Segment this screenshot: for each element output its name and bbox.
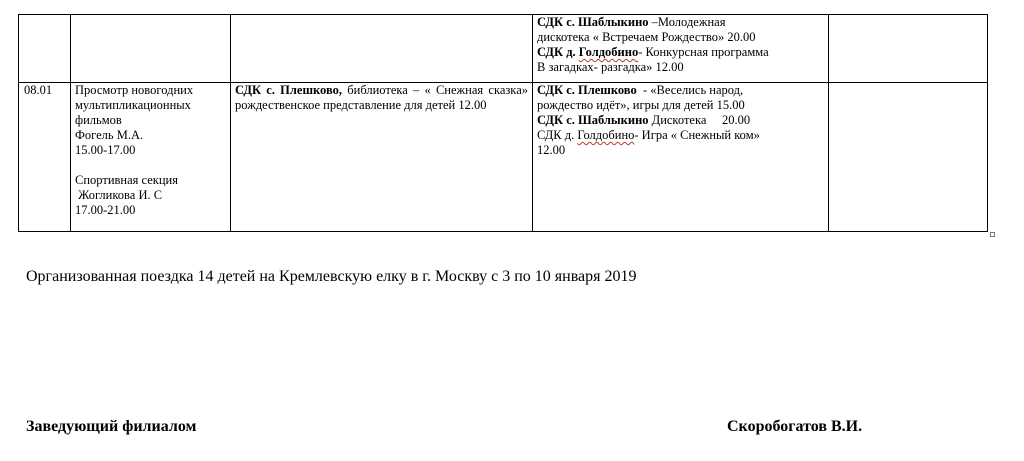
text-line: В загадках- разгадка» 12.00	[537, 60, 684, 74]
schedule-table	[18, 14, 988, 232]
event-cell	[231, 83, 533, 232]
venue-name: СДК с. Шаблыкино	[537, 15, 649, 29]
text-line: 15.00-17.00	[75, 143, 136, 157]
text-line	[537, 113, 824, 128]
venue-village: Голдобино	[578, 45, 639, 59]
text-line: дискотека « Встречаем Рождество» 20.00	[537, 30, 756, 44]
table-resize-handle[interactable]	[990, 232, 995, 237]
text-line: мультипликационных	[75, 98, 191, 112]
event-text: - «Веселись народ,	[636, 83, 744, 97]
text-line	[537, 128, 824, 143]
event-cell	[231, 15, 533, 83]
text-line	[537, 15, 824, 30]
text-line: Спортивная секция	[75, 173, 178, 187]
table-row	[19, 15, 988, 83]
activity-cell	[71, 83, 231, 232]
text-line: Фогель М.А.	[75, 128, 144, 142]
event-text: - Конкурсная программа	[638, 45, 769, 59]
event-text: библиотека – « Снежная сказка» рождественское представление для детей 12.00	[235, 83, 528, 112]
event-text: Дискотека 20.00	[648, 113, 751, 127]
event-text: –Молодежная	[648, 15, 726, 29]
event-cell-2	[533, 15, 829, 83]
text-line: Просмотр новогодних	[75, 83, 194, 97]
text-line: 12.00	[537, 143, 566, 157]
table-row	[19, 83, 988, 232]
text-line: 17.00-21.00	[75, 203, 136, 217]
text-line: рождество идёт», игры для детей 15.00	[537, 98, 745, 112]
signature-position: Заведующий филиалом	[26, 418, 197, 435]
venue-name	[537, 45, 638, 59]
text-line	[537, 45, 824, 60]
event-text: - Игра « Снежный ком»	[634, 128, 760, 142]
notes-cell	[829, 15, 988, 83]
venue-village: Голдобино	[577, 128, 635, 142]
venue-prefix: СДК д.	[537, 45, 579, 59]
date-cell: 08.01	[19, 83, 71, 232]
activity-cell	[71, 15, 231, 83]
signature-name: Скоробогатов В.И.	[727, 418, 863, 435]
venue-name: СДК с. Плешково,	[235, 83, 343, 97]
spacer	[75, 158, 226, 173]
notes-cell	[829, 83, 988, 232]
text-line: фильмов	[75, 113, 122, 127]
trip-paragraph: Организованная поездка 14 детей на Кремлевскую елку в г. Москву с 3 по 10 января 2019	[26, 268, 637, 285]
date-cell	[19, 15, 71, 83]
text-line: Жогликова И. С	[75, 188, 163, 202]
venue-name: СДК с. Плешково	[537, 83, 637, 97]
venue-name: СДК с. Шаблыкино	[537, 113, 649, 127]
venue-prefix: СДК д.	[537, 128, 578, 142]
event-cell-2	[533, 83, 829, 232]
text-line	[537, 83, 824, 98]
